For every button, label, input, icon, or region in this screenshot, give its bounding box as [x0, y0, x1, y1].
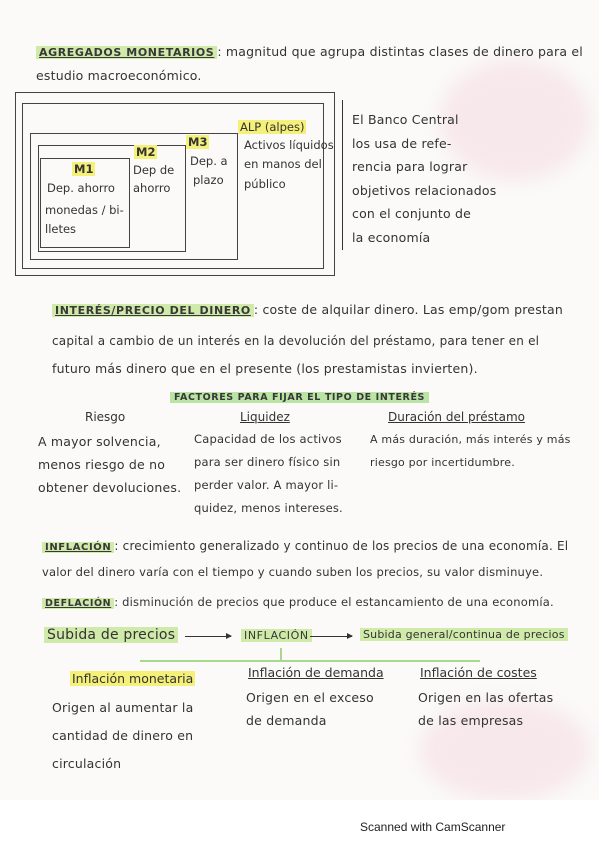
alp-line: público	[244, 177, 286, 191]
m3-line: plazo	[193, 173, 224, 187]
brace-horizontal	[140, 660, 480, 662]
interes-term: INTERÉS/PRECIO DEL DINERO	[52, 304, 254, 317]
agregados-line2	[36, 64, 202, 87]
factor-head: Riesgo	[85, 410, 126, 424]
deflacion-def: disminución de precios que produce el estancamiento de una economía.	[122, 595, 554, 609]
inflacion-text-1: crecimiento generalizado y continuo de los precios de una economía. El	[122, 539, 569, 553]
banco-note-line: rencia para lograr	[352, 159, 468, 174]
factor-text: A mayor solvencia, menos riesgo de no obtener devoluciones.	[38, 434, 182, 495]
brace-stem	[280, 648, 282, 661]
agregados-line1: AGREGADOS MONETARIOS : magnitud que agrupa distintas clases de dinero para el	[36, 40, 596, 64]
alp-line: en manos del	[244, 157, 322, 171]
flow-left: Subida de precios	[44, 624, 178, 647]
agregados-term: AGREGADOS MONETARIOS	[36, 46, 217, 59]
factor-text: A más duración, más interés y más riesgo por incertidumbre.	[370, 433, 571, 469]
banco-note-line: la economía	[352, 229, 431, 245]
banco-note	[352, 108, 496, 249]
alp-line: Activos líquidos	[244, 138, 334, 152]
interes-text-1: coste de alquilar dinero. Las emp/gom prestan	[262, 302, 563, 317]
interes-line3: futuro más dinero que en el presente (los prestamistas invierten).	[52, 361, 478, 376]
tipo-text: Origen al aumentar la cantidad de dinero en circulación	[52, 700, 194, 771]
factores-title: FACTORES PARA FIJAR EL TIPO DE INTERÉS	[170, 384, 429, 409]
m1-line: monedas / bi-	[45, 203, 124, 217]
m3-title: M3	[188, 135, 208, 149]
tipo-head: Inflación de demanda	[248, 665, 384, 680]
banco-note-line: los usa de refe-	[352, 135, 452, 151]
deflacion-line: DEFLACIÓN : disminución de precios que produce el estancamiento de una economía.	[42, 591, 597, 615]
interes-line2: capital a cambio de un interés en la devolución del préstamo, para tener en el	[52, 334, 540, 348]
m2-line: Dep de	[133, 163, 175, 177]
m2-line: ahorro	[133, 181, 171, 195]
inflacion-line2: valor del dinero varía con el tiempo y cuando suben los precios, su valor disminuye.	[42, 565, 544, 579]
flow-middle: INFLACIÓN	[241, 624, 312, 647]
flow-arrow-1	[185, 636, 231, 637]
flow-right: Subida general/continua de precios	[360, 623, 568, 646]
m1-line: lletes	[45, 222, 77, 236]
inflacion-line1: INFLACIÓN : crecimiento generalizado y continuo de los precios de una economía. El	[42, 535, 597, 559]
tipo-head: Inflación monetaria	[72, 671, 194, 686]
tipo-text: Origen en el exceso de demanda	[246, 690, 374, 728]
factor-head: Liquidez	[240, 410, 290, 424]
m1-line: Dep. ahorro	[47, 181, 115, 195]
note-bracket	[342, 100, 343, 250]
banco-note-line: con el conjunto de	[352, 206, 472, 221]
scan-margin	[0, 800, 599, 848]
factor-text: Capacidad de los activos para ser dinero físico sin perder valor. A mayor li- quidez, menos intereses.	[194, 432, 343, 515]
tipo-text: Origen en las ofertas de las empresas	[418, 690, 554, 728]
agregados-definition-2: estudio macroeconómico.	[36, 68, 202, 83]
m2-title: M2	[136, 145, 156, 159]
tipo-head: Inflación de costes	[420, 665, 537, 680]
inflacion-term: INFLACIÓN	[42, 542, 114, 553]
alp-title: ALP (alpes)	[240, 120, 305, 134]
interes-line1: INTERÉS/PRECIO DEL DINERO : coste de alquilar dinero. Las emp/gom prestan	[52, 298, 592, 322]
banco-note-line: El Banco Central	[352, 112, 459, 127]
flow-arrow-2	[310, 636, 352, 637]
camscanner-watermark: Scanned with CamScanner	[360, 820, 506, 834]
banco-note-line: objetivos relacionados	[352, 182, 497, 198]
factor-head: Duración del préstamo	[388, 410, 525, 424]
m1-title: M1	[74, 162, 94, 176]
deflacion-term: DEFLACIÓN	[42, 598, 114, 609]
agregados-definition-1: magnitud que agrupa distintas clases de dinero para el	[225, 44, 583, 59]
m3-line: Dep. a	[190, 154, 228, 168]
